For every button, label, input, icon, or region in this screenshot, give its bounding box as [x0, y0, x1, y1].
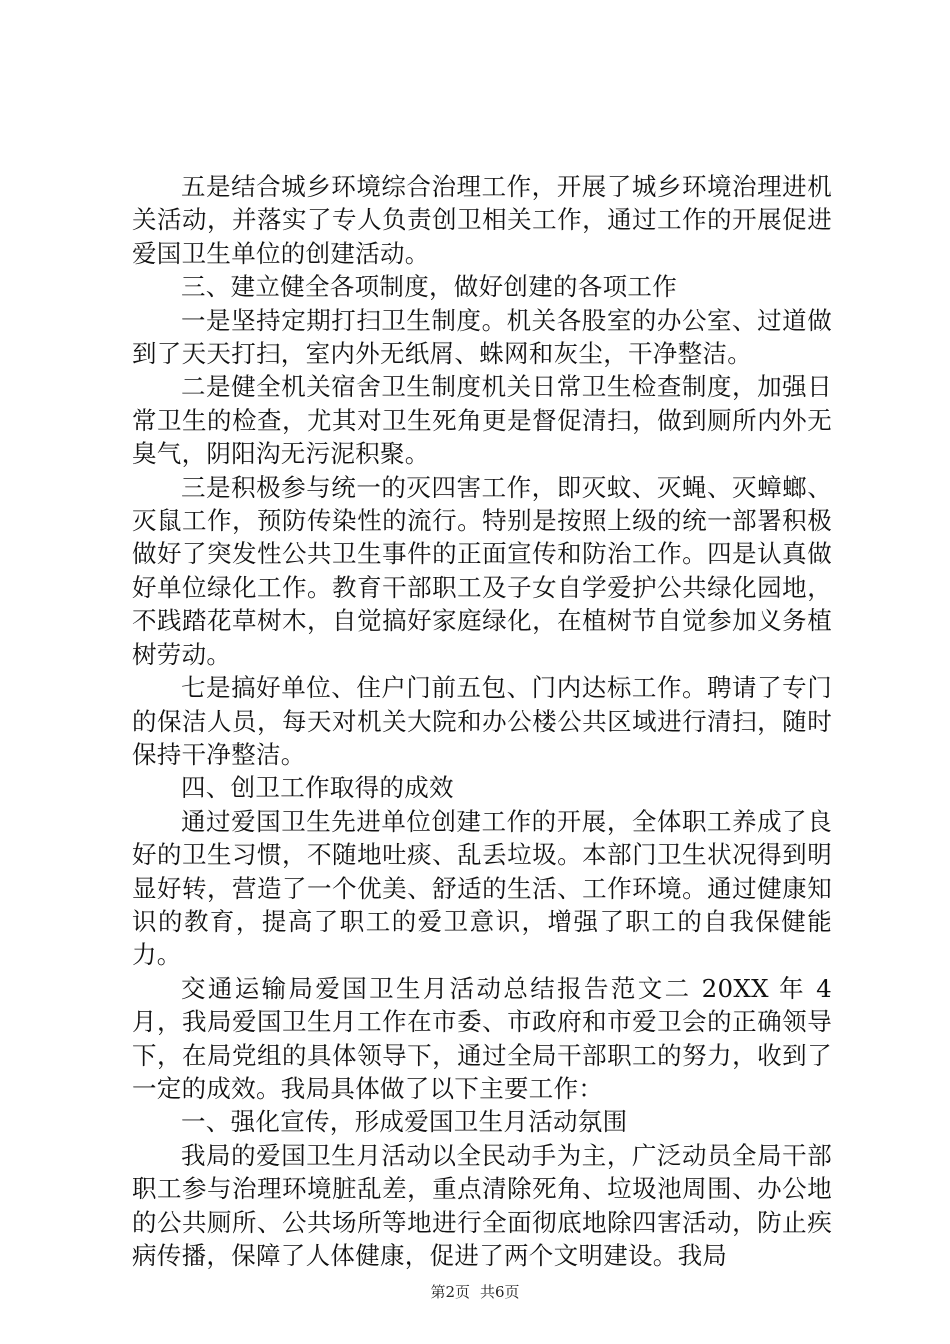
paragraph-campaign: 我局的爱国卫生月活动以全民动手为主，广泛动员全局干部职工参与治理环境脏乱差，重点清除死角、垃圾池周围、办公地的公共厕所、公共场所等地进行全面彻底地除四害活动，防止疾病传播，保障了人体健康，促进了两个文明建设。我局	[132, 1140, 832, 1270]
paragraph-report-two-intro: 交通运输局爱国卫生月活动总结报告范文二 20XX 年 4 月，我局爱国卫生月工作在市委、市政府和市爱卫会的正确领导下，在局党组的具体领导下，通过全局干部职工的努力，收到了一定的成效。我局具体做了以下主要工作：	[132, 973, 832, 1103]
paragraph-item-five: 五是结合城乡环境综合治理工作，开展了城乡环境治理进机关活动，并落实了专人负责创卫相关工作，通过工作的开展促进爱国卫生单位的创建活动。	[132, 172, 832, 268]
paragraph-item-seven: 七是搞好单位、住户门前五包、门内达标工作。聘请了专门的保洁人员，每天对机关大院和办公楼公共区域进行清扫，随时保持干净整洁。	[132, 673, 832, 769]
paragraph-item-two: 二是健全机关宿舍卫生制度机关日常卫生检查制度，加强日常卫生的检查，尤其对卫生死角更是督促清扫，做到厕所内外无臭气，阴阳沟无污泥积聚。	[132, 372, 832, 469]
page-footer	[0, 1282, 950, 1302]
document-body	[132, 170, 832, 1272]
section-heading-three: 三、建立健全各项制度，做好创建的各项工作	[181, 272, 677, 302]
paragraph-item-three: 三是积极参与统一的灭四害工作，即灭蚊、灭蝇、灭蟑螂、灭鼠工作，预防传染性的流行。特别是按照上级的统一部署积极做好了突发性公共卫生事件的正面宣传和防治工作。四是认真做好单位绿化工作。教育干部职工及子女自学爱护公共绿化园地，不践踏花草树木，自觉搞好家庭绿化，在植树节自觉参加义务植树劳动。	[132, 472, 832, 669]
page-total: 共6页	[480, 1283, 520, 1301]
section-heading-one: 一、强化宣传，形成爱国卫生月活动氛围	[181, 1107, 628, 1137]
paragraph-results: 通过爱国卫生先进单位创建工作的开展，全体职工养成了良好的卫生习惯，不随地吐痰、乱丢垃圾。本部门卫生状况得到明显好转，营造了一个优美、舒适的生活、工作环境。通过健康知识的教育，提高了职工的爱卫意识，增强了职工的自我保健能力。	[132, 806, 832, 970]
page-number: 第2页	[430, 1283, 470, 1301]
paragraph-item-one: 一是坚持定期打扫卫生制度。机关各股室的办公室、过道做到了天天打扫，室内外无纸屑、蛛网和灰尘，干净整洁。	[132, 305, 832, 369]
section-heading-four: 四、创卫工作取得的成效	[181, 773, 454, 803]
